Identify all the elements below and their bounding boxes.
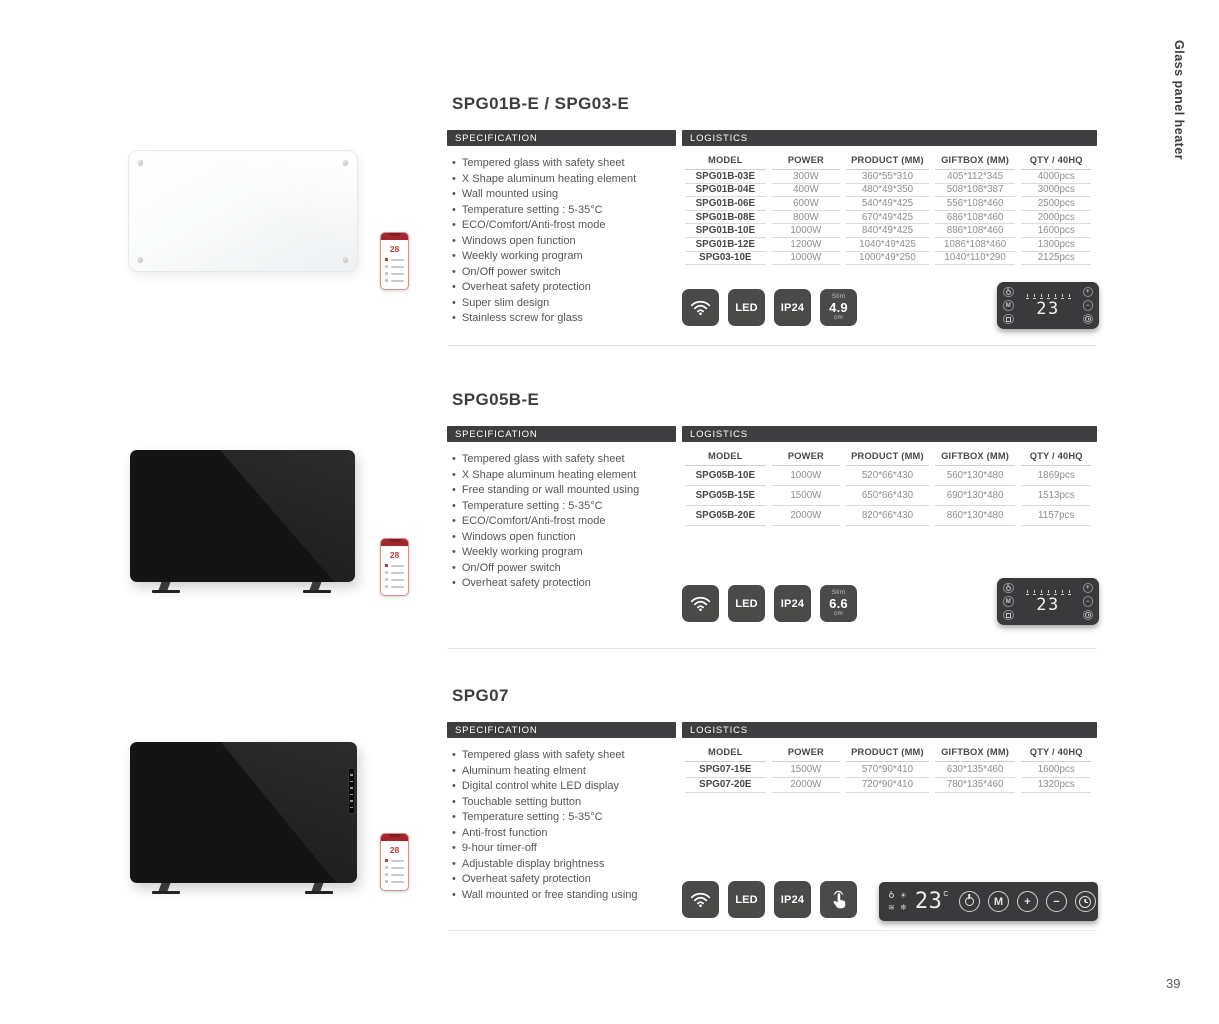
- spec-item: • Wall mounted or free standing using: [452, 888, 638, 904]
- cell-product: 570*90*410: [846, 762, 929, 778]
- cell-qty: 2000pcs: [1021, 211, 1091, 225]
- cell-power: 1200W: [772, 238, 841, 252]
- side-control-strip: [348, 768, 355, 814]
- phone-list: [381, 258, 408, 282]
- control-strip-display: [879, 882, 1098, 921]
- timer-button-icon: [1083, 610, 1094, 621]
- touch-badge: [820, 881, 857, 918]
- heat-icon: ≋: [888, 902, 895, 912]
- page-number: 39: [1166, 976, 1181, 991]
- spec-item: • Touchable setting button: [452, 795, 638, 811]
- col-model: MODEL: [685, 450, 766, 466]
- cell-giftbox: 508*108*387: [935, 184, 1016, 198]
- spec-item: • Temperature setting : 5-35°C: [452, 810, 638, 826]
- cell-qty: 1320pcs: [1021, 778, 1091, 794]
- power-button-icon: [1003, 287, 1014, 298]
- cell-qty: 1600pcs: [1021, 224, 1091, 238]
- stand-foot: [305, 883, 335, 894]
- section-spg07: [0, 682, 1219, 940]
- mode-button: M: [988, 891, 1009, 912]
- slim-badge: [820, 585, 857, 622]
- logistics-header-bar: LOGISTICS: [682, 130, 1097, 146]
- col-power: POWER: [772, 746, 841, 762]
- glass-panel: [130, 450, 355, 582]
- cell-product: 540*49*425: [846, 197, 929, 211]
- spec-item: • Windows open function: [452, 234, 636, 250]
- mode-button: M: [1003, 300, 1014, 311]
- cell-qty: 4000pcs: [1021, 170, 1091, 184]
- cell-model: SPG05B-20E: [685, 506, 766, 526]
- specification-header-bar: SPECIFICATION: [447, 426, 676, 442]
- section-title: SPG07: [452, 686, 509, 705]
- spec-item: • On/Off power switch: [452, 561, 639, 577]
- screw-icon: [343, 160, 348, 165]
- control-panel-display: [997, 578, 1099, 625]
- phone-temperature: 28: [389, 845, 400, 855]
- phone-list-item: [385, 880, 404, 883]
- section-spg01b: [0, 90, 1219, 356]
- cell-product: 1040*49*425: [846, 238, 929, 252]
- spec-item: • Wall mounted using: [452, 187, 636, 203]
- table-row: [685, 466, 1091, 486]
- anti-frost-icon: ❄: [899, 902, 907, 912]
- logistics-table: [679, 746, 1097, 793]
- cell-giftbox: 1086*108*460: [935, 238, 1016, 252]
- table-row: [685, 506, 1091, 526]
- table-row: [685, 224, 1091, 238]
- ip24-badge: IP24: [774, 289, 811, 326]
- cell-giftbox: 860*130*480: [935, 506, 1016, 526]
- col-power: POWER: [772, 154, 841, 170]
- slim-unit: cm: [833, 314, 844, 321]
- cell-power: 1000W: [772, 466, 841, 486]
- glass-reflection: [130, 742, 357, 883]
- wifi-icon: [690, 595, 711, 612]
- cell-model: SPG07-20E: [685, 778, 766, 794]
- temperature-value: 23: [914, 889, 943, 914]
- logistics-header-bar: LOGISTICS: [682, 722, 1097, 738]
- led-badge: LED: [728, 289, 765, 326]
- temperature-display: [915, 889, 949, 914]
- power-button-icon: [1003, 583, 1014, 594]
- spec-item: • Aluminum heating elment: [452, 764, 638, 780]
- cell-model: SPG01B-08E: [685, 211, 766, 225]
- spec-item: • Tempered glass with safety sheet: [452, 452, 639, 468]
- cell-qty: 1513pcs: [1021, 486, 1091, 506]
- cell-power: 1000W: [772, 252, 841, 266]
- slim-value: 4.9: [829, 300, 848, 315]
- table-row: [685, 252, 1091, 266]
- cell-qty: 1869pcs: [1021, 466, 1091, 486]
- cell-power: 300W: [772, 170, 841, 184]
- cell-qty: 1300pcs: [1021, 238, 1091, 252]
- control-panel-display: [997, 282, 1099, 329]
- spec-item: • Free standing or wall mounted using: [452, 483, 639, 499]
- app-phone-preview: [380, 232, 409, 290]
- col-qty: QTY / 40HQ: [1021, 746, 1091, 762]
- temperature-display: 23: [1036, 298, 1060, 319]
- cell-model: SPG01B-04E: [685, 184, 766, 198]
- cell-giftbox: 1040*110*290: [935, 252, 1016, 266]
- phone-list: [381, 564, 408, 588]
- col-giftbox: GIFTBOX (MM): [935, 450, 1016, 466]
- spec-item: • X Shape aluminum heating element: [452, 172, 636, 188]
- app-phone-preview: [380, 538, 409, 596]
- cell-product: 650*66*430: [846, 486, 929, 506]
- phone-list-item: [385, 571, 404, 574]
- cell-product: 480*49*350: [846, 184, 929, 198]
- slim-label: Slim: [831, 292, 846, 300]
- spec-item: • Overheat safety protection: [452, 872, 638, 888]
- mode-button: M: [1003, 596, 1014, 607]
- phone-status-bar: [381, 539, 408, 546]
- spec-item: • ECO/Comfort/Anti-frost mode: [452, 514, 639, 530]
- minus-button: −: [1046, 891, 1067, 912]
- table-row: [685, 778, 1091, 794]
- wifi-badge: [682, 881, 719, 918]
- glass-reflection: [130, 450, 355, 582]
- cell-giftbox: 886*108*460: [935, 224, 1016, 238]
- cell-power: 400W: [772, 184, 841, 198]
- cell-model: SPG01B-12E: [685, 238, 766, 252]
- spec-item: • Anti-frost function: [452, 826, 638, 842]
- cell-giftbox: 556*108*460: [935, 197, 1016, 211]
- spec-item: • Temperature setting : 5-35°C: [452, 203, 636, 219]
- spec-item: • 9-hour timer-off: [452, 841, 638, 857]
- window-button-icon: [1003, 314, 1014, 325]
- cell-qty: 2500pcs: [1021, 197, 1091, 211]
- spec-item: • Weekly working program: [452, 545, 639, 561]
- spec-item: • Tempered glass with safety sheet: [452, 748, 638, 764]
- col-model: MODEL: [685, 746, 766, 762]
- spec-item: • X Shape aluminum heating element: [452, 468, 639, 484]
- window-button-icon: [1003, 610, 1014, 621]
- cell-qty: 3000pcs: [1021, 184, 1091, 198]
- led-badge: LED: [728, 585, 765, 622]
- section-divider: [447, 930, 1097, 931]
- cell-product: 840*49*425: [846, 224, 929, 238]
- table-header-row: [685, 746, 1091, 762]
- phone-list-item: [385, 564, 404, 567]
- screw-icon: [343, 257, 348, 262]
- cell-power: 1500W: [772, 762, 841, 778]
- cell-model: SPG05B-15E: [685, 486, 766, 506]
- table-row: [685, 486, 1091, 506]
- table-row: [685, 238, 1091, 252]
- temperature-unit: C: [943, 891, 949, 898]
- phone-list-item: [385, 272, 404, 275]
- cell-qty: 1157pcs: [1021, 506, 1091, 526]
- specification-header-bar: SPECIFICATION: [447, 722, 676, 738]
- plus-button: +: [1083, 583, 1094, 594]
- stand-foot: [303, 582, 333, 593]
- section-spg05b: [0, 386, 1219, 658]
- glass-panel: [130, 742, 357, 883]
- cell-product: 360*55*310: [846, 170, 929, 184]
- cell-giftbox: 690*130*480: [935, 486, 1016, 506]
- phone-status-bar: [381, 834, 408, 841]
- feature-badges: [682, 881, 857, 918]
- cell-product: 720*90*410: [846, 778, 929, 794]
- table-row: [685, 170, 1091, 184]
- col-qty: QTY / 40HQ: [1021, 450, 1091, 466]
- screw-icon: [138, 257, 143, 262]
- cell-power: 800W: [772, 211, 841, 225]
- weekday-indicators: [1026, 294, 1071, 299]
- status-icons: [888, 892, 907, 912]
- cell-power: 2000W: [772, 506, 841, 526]
- col-product: PRODUCT (MM): [846, 746, 929, 762]
- panel-display: [1026, 590, 1071, 614]
- cell-model: SPG07-15E: [685, 762, 766, 778]
- minus-button: −: [1083, 300, 1094, 311]
- cell-power: 600W: [772, 197, 841, 211]
- logistics-header-bar: LOGISTICS: [682, 426, 1097, 442]
- spec-list: [452, 156, 636, 327]
- cell-giftbox: 686*108*460: [935, 211, 1016, 225]
- spec-item: • Digital control white LED display: [452, 779, 638, 795]
- plus-button: +: [1017, 891, 1038, 912]
- phone-list-item: [385, 265, 404, 268]
- cell-giftbox: 560*130*480: [935, 466, 1016, 486]
- table-row: [685, 197, 1091, 211]
- feature-badges: [682, 585, 857, 622]
- wifi-icon: [690, 299, 711, 316]
- phone-temperature: 28: [389, 244, 400, 254]
- col-giftbox: GIFTBOX (MM): [935, 746, 1016, 762]
- cell-product: 520*66*430: [846, 466, 929, 486]
- timer-button-icon: [1083, 314, 1094, 325]
- cell-model: SPG01B-03E: [685, 170, 766, 184]
- spec-item: • Tempered glass with safety sheet: [452, 156, 636, 172]
- app-phone-preview: [380, 833, 409, 891]
- phone-list: [381, 859, 408, 883]
- spec-item: • Adjustable display brightness: [452, 857, 638, 873]
- stand-foot: [152, 883, 182, 894]
- phone-list-item: [385, 585, 404, 588]
- col-giftbox: GIFTBOX (MM): [935, 154, 1016, 170]
- stand-foot: [152, 582, 182, 593]
- screw-icon: [138, 160, 143, 165]
- cell-power: 1500W: [772, 486, 841, 506]
- section-divider: [447, 345, 1097, 346]
- led-badge: LED: [728, 881, 765, 918]
- spec-item: • Overheat safety protection: [452, 576, 639, 592]
- cell-qty: 2125pcs: [1021, 252, 1091, 266]
- brightness-icon: ☀: [899, 890, 907, 900]
- section-title: SPG05B-E: [452, 390, 540, 409]
- panel-left-buttons: [1003, 583, 1014, 621]
- phone-list-item: [385, 279, 404, 282]
- col-product: PRODUCT (MM): [846, 154, 929, 170]
- section-divider: [447, 648, 1097, 649]
- specification-header-bar: SPECIFICATION: [447, 130, 676, 146]
- panel-display: [1026, 294, 1071, 318]
- cell-power: 1000W: [772, 224, 841, 238]
- spec-item: • Weekly working program: [452, 249, 636, 265]
- cell-model: SPG01B-10E: [685, 224, 766, 238]
- power-status-icon: [889, 892, 894, 900]
- slim-label: Slim: [831, 588, 846, 596]
- temperature-display: 23: [1036, 594, 1060, 615]
- cell-model: SPG01B-06E: [685, 197, 766, 211]
- spec-list: [452, 748, 638, 903]
- table-row: [685, 184, 1091, 198]
- cell-product: 1000*49*250: [846, 252, 929, 266]
- phone-list-item: [385, 258, 404, 261]
- spec-list: [452, 452, 639, 592]
- wifi-icon: [690, 891, 711, 908]
- phone-list-item: [385, 866, 404, 869]
- touch-icon: [829, 889, 848, 910]
- phone-list-item: [385, 873, 404, 876]
- spec-item: • Super slim design: [452, 296, 636, 312]
- section-title: SPG01B-E / SPG03-E: [452, 94, 630, 113]
- phone-status-bar: [381, 233, 408, 240]
- spec-item: • Temperature setting : 5-35°C: [452, 499, 639, 515]
- ip24-badge: IP24: [774, 881, 811, 918]
- cell-product: 820*66*430: [846, 506, 929, 526]
- col-product: PRODUCT (MM): [846, 450, 929, 466]
- slim-unit: cm: [833, 610, 844, 617]
- cell-model: SPG03-10E: [685, 252, 766, 266]
- feature-badges: [682, 289, 857, 326]
- col-model: MODEL: [685, 154, 766, 170]
- cell-model: SPG05B-10E: [685, 466, 766, 486]
- power-button-icon: [959, 891, 980, 912]
- wifi-badge: [682, 585, 719, 622]
- phone-list-item: [385, 859, 404, 862]
- cell-giftbox: 405*112*345: [935, 170, 1016, 184]
- cell-product: 670*49*425: [846, 211, 929, 225]
- phone-list-item: [385, 578, 404, 581]
- logistics-table: [679, 450, 1097, 526]
- table-header-row: [685, 450, 1091, 466]
- minus-button: −: [1083, 596, 1094, 607]
- table-row: [685, 211, 1091, 225]
- wifi-badge: [682, 289, 719, 326]
- weekday-indicators: [1026, 590, 1071, 595]
- spec-item: • Windows open function: [452, 530, 639, 546]
- product-image-black-glass-panel-display: [130, 742, 357, 894]
- ip24-badge: IP24: [774, 585, 811, 622]
- panel-left-buttons: [1003, 287, 1014, 325]
- panel-right-buttons: [1083, 583, 1094, 621]
- logistics-table: [679, 154, 1097, 265]
- cell-power: 2000W: [772, 778, 841, 794]
- spec-item: • ECO/Comfort/Anti-frost mode: [452, 218, 636, 234]
- product-image-black-glass-panel: [130, 450, 355, 593]
- spec-item: • On/Off power switch: [452, 265, 636, 281]
- phone-temperature: 28: [389, 550, 400, 560]
- spec-item: • Overheat safety protection: [452, 280, 636, 296]
- plus-button: +: [1083, 287, 1094, 298]
- spec-item: • Stainless screw for glass: [452, 311, 636, 327]
- table-header-row: [685, 154, 1091, 170]
- timer-button-icon: [1075, 891, 1096, 912]
- cell-qty: 1600pcs: [1021, 762, 1091, 778]
- cell-giftbox: 630*135*460: [935, 762, 1016, 778]
- product-image-white-glass-panel: [128, 150, 358, 272]
- cell-giftbox: 780*135*460: [935, 778, 1016, 794]
- table-row: [685, 762, 1091, 778]
- slim-badge: [820, 289, 857, 326]
- panel-right-buttons: [1083, 287, 1094, 325]
- slim-value: 6.6: [829, 596, 848, 611]
- col-qty: QTY / 40HQ: [1021, 154, 1091, 170]
- category-sidebar-label: Glass panel heater: [1172, 40, 1186, 161]
- col-power: POWER: [772, 450, 841, 466]
